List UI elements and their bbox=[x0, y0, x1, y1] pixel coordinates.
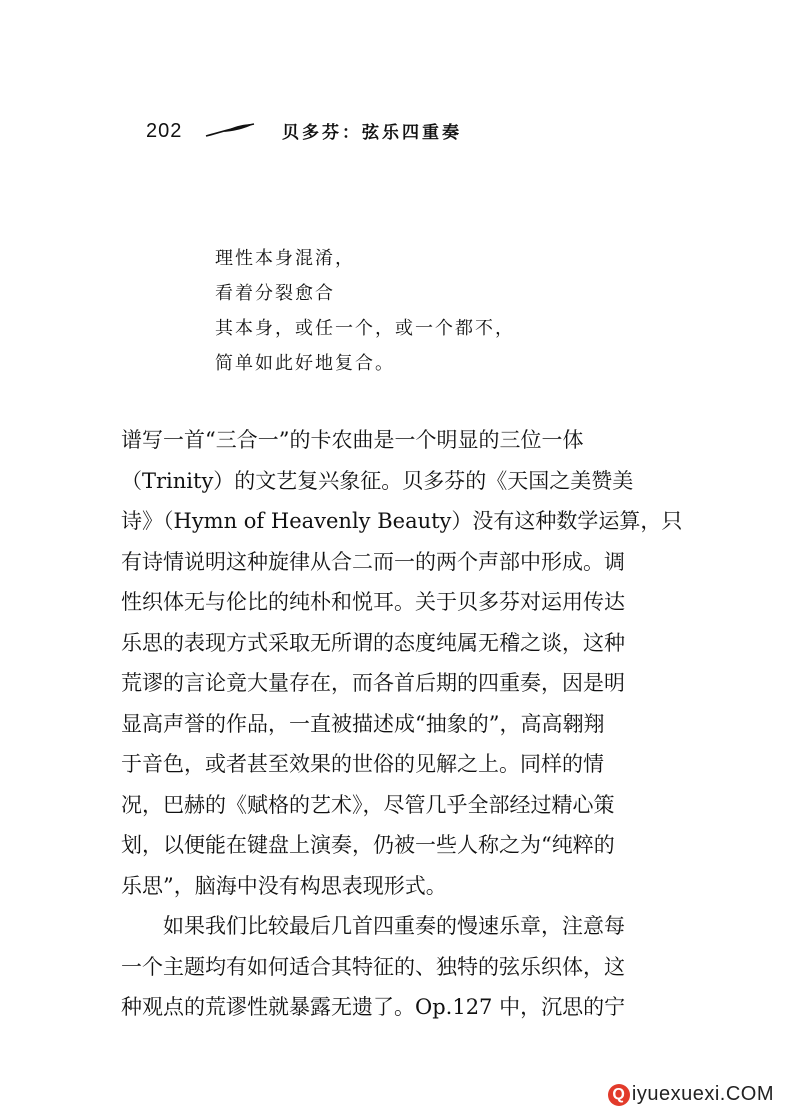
watermark-text: iyuexuexi.COM bbox=[631, 1083, 774, 1105]
verse-line: 理性本身混淆， bbox=[215, 248, 355, 269]
verse-line: 其本身，或任一个，或一个都不， bbox=[215, 318, 515, 339]
verse-block bbox=[215, 241, 635, 381]
text-line: 种观点的荒谬性就暴露无遗了。Op.127 中，沉思的宁 bbox=[121, 995, 626, 1019]
site-watermark bbox=[608, 1083, 774, 1106]
watermark-logo-icon: Q bbox=[608, 1084, 630, 1106]
running-title: 贝多芬：弦乐四重奏 bbox=[282, 123, 462, 143]
text-line: 性织体无与伦比的纯朴和悦耳。关于贝多芬对运用传达 bbox=[121, 590, 625, 614]
quill-ornament-icon bbox=[204, 122, 256, 138]
text-line: 显高声誉的作品，一直被描述成“抽象的”，高高翱翔 bbox=[121, 711, 605, 736]
text-line: 况，巴赫的《赋格的艺术》，尽管几乎全部经过精心策 bbox=[121, 792, 615, 817]
paragraph-2 bbox=[121, 906, 681, 1028]
text-line: 于音色，或者甚至效果的世俗的见解之上。同样的情 bbox=[121, 752, 604, 776]
text-line: 乐思的表现方式采取无所谓的态度纯属无稽之谈，这种 bbox=[121, 630, 625, 655]
body-text bbox=[121, 420, 681, 1028]
page-number: 202 bbox=[146, 120, 183, 142]
text-line: 诗》（Hymn of Heavenly Beauty）没有这种数学运算，只 bbox=[121, 509, 683, 533]
verse-line: 看着分裂愈合 bbox=[215, 283, 335, 304]
text-line: 如果我们比较最后几首四重奏的慢速乐章，注意每 bbox=[163, 914, 625, 938]
paragraph-1 bbox=[121, 420, 681, 906]
text-line: 一个主题均有如何适合其特征的、独特的弦乐织体，这 bbox=[121, 954, 625, 979]
text-line: （Trinity）的文艺复兴象征。贝多芬的《天国之美赞美 bbox=[121, 468, 634, 493]
text-line: 划，以便能在键盘上演奏，仍被一些人称之为“纯粹的 bbox=[121, 833, 615, 857]
verse-line: 简单如此好地复合。 bbox=[215, 353, 395, 374]
page-header bbox=[146, 118, 566, 148]
text-line: 谱写一首“三合一”的卡农曲是一个明显的三位一体 bbox=[121, 428, 584, 452]
text-line: 乐思”，脑海中没有构思表现形式。 bbox=[121, 873, 447, 898]
text-line: 有诗情说明这种旋律从合二而一的两个声部中形成。调 bbox=[121, 549, 625, 574]
text-line: 荒谬的言论竟大量存在，而各首后期的四重奏，因是明 bbox=[121, 671, 625, 695]
